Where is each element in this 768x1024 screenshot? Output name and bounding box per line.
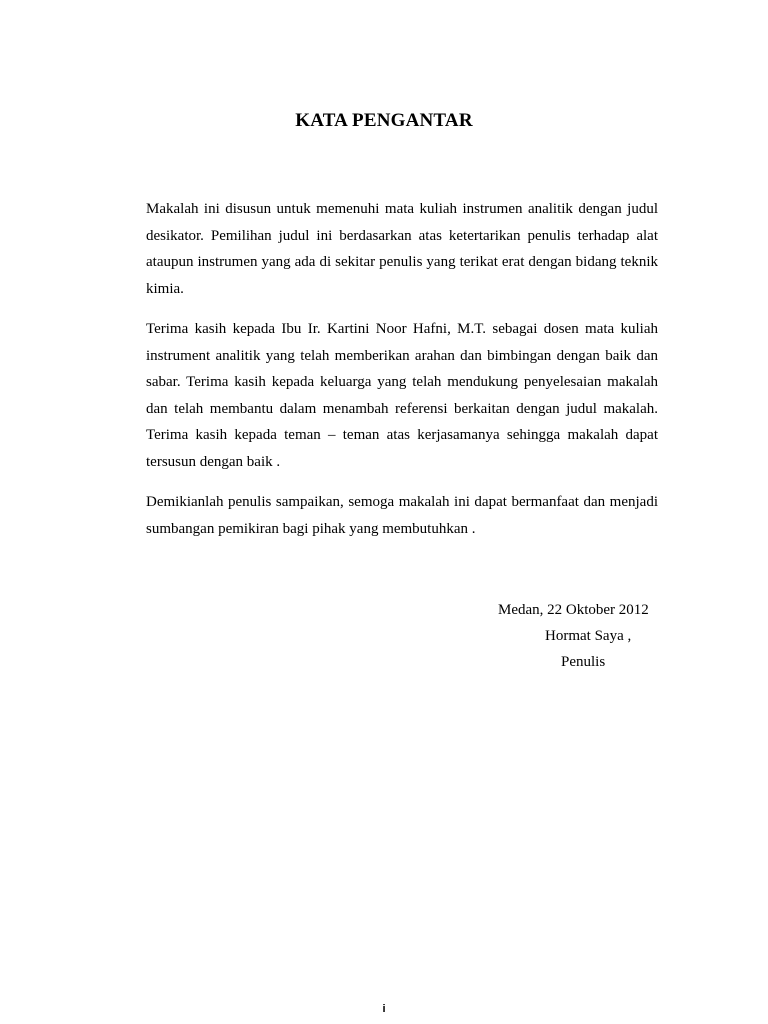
page-number: i bbox=[382, 1003, 386, 1015]
paragraph-purpose: Makalah ini disusun untuk memenuhi mata kuliah instrumen analitik dengan judul desikator. Pemilihan judul ini berdasarkan atas ketertarikan penulis terhadap alat ataupun instrumen yang ada di sekitar penulis yang terikat erat dengan bidang teknik kimia. bbox=[146, 201, 658, 297]
signature-writer: Penulis bbox=[561, 654, 606, 670]
body-text bbox=[146, 196, 658, 556]
paragraph-acknowledgements: Terima kasih kepada Ibu Ir. Kartini Noor Hafni, M.T. sebagai dosen mata kuliah instrument analitik yang telah memberikan arahan dan bimbingan dengan baik dan sabar. Terima kasih kepada keluarga yang telah mendukung penyelesaian makalah dan telah membantu dalam menambah referensi berkaitan dengan judul makalah. Terima kasih kepada teman – teman atas kerjasamanya sehingga makalah dapat tersusun dengan baik . bbox=[146, 321, 658, 470]
signature-regards: Hormat Saya , bbox=[545, 628, 632, 644]
signature-place-date: Medan, 22 Oktober 2012 bbox=[498, 602, 649, 618]
paragraph-closing: Demikianlah penulis sampaikan, semoga makalah ini dapat bermanfaat dan menjadi sumbangan pemikiran bagi pihak yang membutuhkan . bbox=[146, 494, 658, 537]
page-title: KATA PENGANTAR bbox=[295, 110, 473, 131]
